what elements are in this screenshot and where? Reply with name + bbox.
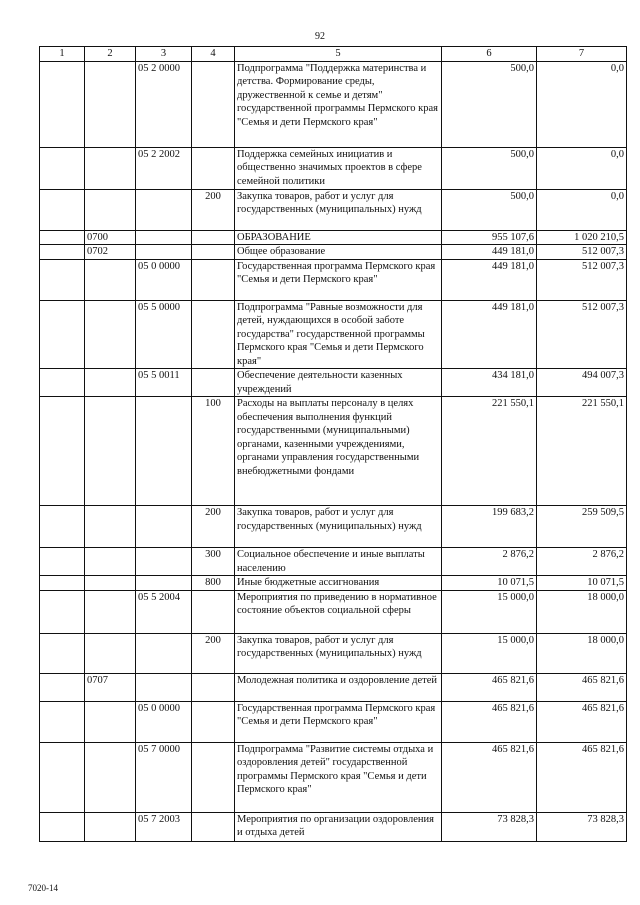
cell-amount-col-6: 500,0	[442, 61, 537, 147]
cell-expense-type-code	[192, 673, 235, 701]
cell-program-code: 05 2 2002	[136, 147, 192, 189]
table-row	[40, 701, 627, 742]
cell-item-name: Молодежная политика и оздоровление детей	[235, 673, 442, 701]
table-row	[40, 369, 627, 397]
cell-program-code	[136, 673, 192, 701]
header-col-4: 4	[192, 47, 235, 62]
cell-subsection-code	[85, 300, 136, 369]
cell-program-code: 05 7 0000	[136, 742, 192, 812]
cell-amount-col-6: 221 550,1	[442, 397, 537, 506]
cell-expense-type-code	[192, 701, 235, 742]
cell-amount-col-6: 449 181,0	[442, 245, 537, 260]
header-col-6: 6	[442, 47, 537, 62]
table-row	[40, 245, 627, 260]
cell-amount-col-7: 73 828,3	[537, 812, 627, 841]
cell-expense-type-code	[192, 147, 235, 189]
cell-program-code: 05 2 0000	[136, 61, 192, 147]
cell-program-code: 05 5 2004	[136, 590, 192, 633]
cell-subsection-code	[85, 189, 136, 230]
cell-item-name: Государственная программа Пермского края "Семья и дети Пермского края"	[235, 259, 442, 300]
cell-amount-col-7: 0,0	[537, 147, 627, 189]
cell-item-name: ОБРАЗОВАНИЕ	[235, 230, 442, 245]
cell-amount-col-6: 2 876,2	[442, 548, 537, 576]
cell-expense-type-code: 100	[192, 397, 235, 506]
cell-expense-type-code	[192, 245, 235, 260]
cell-subsection-code	[85, 812, 136, 841]
cell-amount-col-7: 494 007,3	[537, 369, 627, 397]
page-number: 92	[315, 31, 325, 42]
table-row	[40, 576, 627, 591]
cell-expense-type-code: 200	[192, 189, 235, 230]
cell-subsection-code	[85, 61, 136, 147]
cell-amount-col-7: 221 550,1	[537, 397, 627, 506]
cell-amount-col-6: 73 828,3	[442, 812, 537, 841]
table-row	[40, 506, 627, 548]
cell-section-code	[40, 259, 85, 300]
table-body	[40, 61, 627, 841]
cell-subsection-code	[85, 259, 136, 300]
cell-section-code	[40, 300, 85, 369]
header-col-3: 3	[136, 47, 192, 62]
cell-item-name: Расходы на выплаты персоналу в целях обеспечения выполнения функций государственными (муниципальными) органами, казенными учреждениями, органами управления государственными внебюджетными фондами	[235, 397, 442, 506]
cell-amount-col-7: 10 071,5	[537, 576, 627, 591]
cell-section-code	[40, 369, 85, 397]
cell-amount-col-7: 512 007,3	[537, 300, 627, 369]
table-row	[40, 259, 627, 300]
table-row	[40, 548, 627, 576]
cell-program-code	[136, 576, 192, 591]
cell-section-code	[40, 506, 85, 548]
cell-subsection-code	[85, 506, 136, 548]
table-row	[40, 230, 627, 245]
table-row	[40, 300, 627, 369]
cell-item-name: Иные бюджетные ассигнования	[235, 576, 442, 591]
table-header-row	[40, 47, 627, 62]
cell-item-name: Общее образование	[235, 245, 442, 260]
cell-subsection-code: 0700	[85, 230, 136, 245]
cell-expense-type-code	[192, 61, 235, 147]
cell-expense-type-code	[192, 300, 235, 369]
budget-table	[39, 46, 627, 842]
cell-amount-col-7: 2 876,2	[537, 548, 627, 576]
cell-expense-type-code	[192, 590, 235, 633]
cell-section-code	[40, 61, 85, 147]
cell-section-code	[40, 147, 85, 189]
cell-item-name: Подпрограмма "Поддержка материнства и детства. Формирование среды, дружественной к семье и детям" государственной программы Пермского края "Семья и дети Пермского края"	[235, 61, 442, 147]
cell-amount-col-7: 259 509,5	[537, 506, 627, 548]
cell-amount-col-7: 0,0	[537, 61, 627, 147]
cell-subsection-code	[85, 147, 136, 189]
cell-subsection-code	[85, 633, 136, 673]
cell-section-code	[40, 673, 85, 701]
cell-subsection-code	[85, 576, 136, 591]
cell-amount-col-6: 465 821,6	[442, 701, 537, 742]
table-row	[40, 633, 627, 673]
cell-program-code	[136, 245, 192, 260]
header-col-7: 7	[537, 47, 627, 62]
cell-amount-col-7: 512 007,3	[537, 245, 627, 260]
cell-amount-col-6: 449 181,0	[442, 259, 537, 300]
cell-program-code	[136, 189, 192, 230]
cell-amount-col-6: 465 821,6	[442, 742, 537, 812]
table-row	[40, 673, 627, 701]
table-row	[40, 189, 627, 230]
cell-item-name: Мероприятия по организации оздоровления и отдыха детей	[235, 812, 442, 841]
table-row	[40, 590, 627, 633]
header-col-1: 1	[40, 47, 85, 62]
cell-expense-type-code: 200	[192, 506, 235, 548]
cell-program-code	[136, 633, 192, 673]
table-row	[40, 742, 627, 812]
cell-amount-col-7: 0,0	[537, 189, 627, 230]
cell-program-code: 05 0 0000	[136, 701, 192, 742]
table-row	[40, 397, 627, 506]
cell-section-code	[40, 189, 85, 230]
cell-amount-col-6: 955 107,6	[442, 230, 537, 245]
cell-amount-col-6: 15 000,0	[442, 590, 537, 633]
cell-amount-col-7: 465 821,6	[537, 701, 627, 742]
cell-section-code	[40, 590, 85, 633]
cell-amount-col-7: 512 007,3	[537, 259, 627, 300]
cell-expense-type-code	[192, 259, 235, 300]
cell-program-code: 05 5 0000	[136, 300, 192, 369]
cell-item-name: Закупка товаров, работ и услуг для государственных (муниципальных) нужд	[235, 506, 442, 548]
cell-expense-type-code	[192, 812, 235, 841]
cell-item-name: Социальное обеспечение и иные выплаты населению	[235, 548, 442, 576]
cell-expense-type-code: 800	[192, 576, 235, 591]
cell-subsection-code: 0707	[85, 673, 136, 701]
cell-section-code	[40, 812, 85, 841]
cell-item-name: Обеспечение деятельности казенных учреждений	[235, 369, 442, 397]
cell-expense-type-code	[192, 230, 235, 245]
cell-amount-col-6: 15 000,0	[442, 633, 537, 673]
cell-program-code: 05 7 2003	[136, 812, 192, 841]
cell-amount-col-6: 434 181,0	[442, 369, 537, 397]
cell-program-code: 05 0 0000	[136, 259, 192, 300]
cell-section-code	[40, 701, 85, 742]
cell-item-name: Подпрограмма "Равные возможности для детей, нуждающихся в особой заботе государства" государственной программы Пермского края "Семья и дети Пермского края"	[235, 300, 442, 369]
table-row	[40, 61, 627, 147]
cell-subsection-code	[85, 548, 136, 576]
table-row	[40, 147, 627, 189]
cell-amount-col-6: 10 071,5	[442, 576, 537, 591]
cell-section-code	[40, 742, 85, 812]
header-col-5: 5	[235, 47, 442, 62]
header-col-2: 2	[85, 47, 136, 62]
cell-item-name: Государственная программа Пермского края "Семья и дети Пермского края"	[235, 701, 442, 742]
cell-amount-col-6: 465 821,6	[442, 673, 537, 701]
table-row	[40, 812, 627, 841]
cell-amount-col-6: 449 181,0	[442, 300, 537, 369]
cell-program-code	[136, 230, 192, 245]
cell-expense-type-code	[192, 742, 235, 812]
cell-program-code	[136, 397, 192, 506]
cell-program-code: 05 5 0011	[136, 369, 192, 397]
cell-item-name: Закупка товаров, работ и услуг для государственных (муниципальных) нужд	[235, 189, 442, 230]
cell-section-code	[40, 245, 85, 260]
cell-subsection-code	[85, 742, 136, 812]
cell-amount-col-7: 18 000,0	[537, 633, 627, 673]
cell-expense-type-code: 300	[192, 548, 235, 576]
cell-subsection-code	[85, 590, 136, 633]
cell-amount-col-6: 500,0	[442, 147, 537, 189]
cell-item-name: Закупка товаров, работ и услуг для государственных (муниципальных) нужд	[235, 633, 442, 673]
cell-expense-type-code	[192, 369, 235, 397]
cell-amount-col-6: 199 683,2	[442, 506, 537, 548]
cell-item-name: Поддержка семейных инициатив и общественно значимых проектов в сфере семейной политики	[235, 147, 442, 189]
cell-amount-col-7: 18 000,0	[537, 590, 627, 633]
cell-subsection-code	[85, 369, 136, 397]
cell-section-code	[40, 633, 85, 673]
document-footer-code: 7020-14	[28, 883, 58, 893]
cell-section-code	[40, 397, 85, 506]
cell-subsection-code	[85, 397, 136, 506]
cell-item-name: Мероприятия по приведению в нормативное состояние объектов социальной сферы	[235, 590, 442, 633]
cell-section-code	[40, 230, 85, 245]
cell-subsection-code	[85, 701, 136, 742]
cell-amount-col-6: 500,0	[442, 189, 537, 230]
cell-amount-col-7: 465 821,6	[537, 742, 627, 812]
cell-program-code	[136, 506, 192, 548]
cell-section-code	[40, 576, 85, 591]
cell-section-code	[40, 548, 85, 576]
cell-amount-col-7: 465 821,6	[537, 673, 627, 701]
cell-amount-col-7: 1 020 210,5	[537, 230, 627, 245]
cell-expense-type-code: 200	[192, 633, 235, 673]
cell-program-code	[136, 548, 192, 576]
cell-item-name: Подпрограмма "Развитие системы отдыха и оздоровления детей" государственной программы Пермского края "Семья и дети Пермского края"	[235, 742, 442, 812]
cell-subsection-code: 0702	[85, 245, 136, 260]
